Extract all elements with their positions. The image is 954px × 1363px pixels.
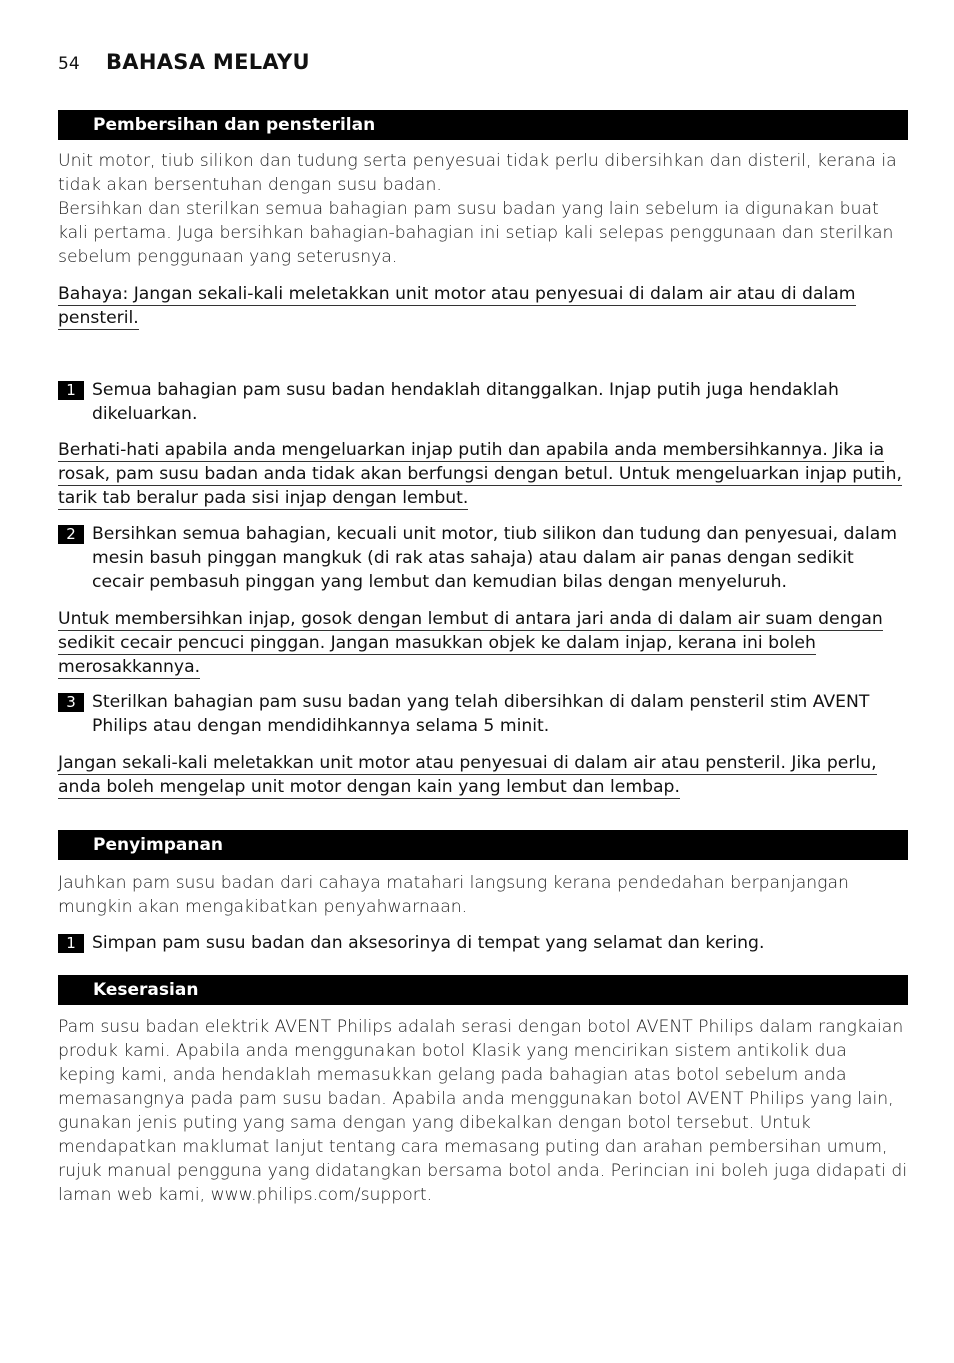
danger-warning <box>58 282 908 330</box>
section-heading-text: Penyimpanan <box>93 835 224 855</box>
section-heading-storage <box>58 830 908 860</box>
page-header <box>58 50 908 80</box>
step-text: Semua bahagian pam susu badan hendaklah ditanggalkan. Injap putih juga hendaklah dikeluarkan. <box>92 380 839 424</box>
step-number: 3 <box>58 693 84 712</box>
caution-line: Untuk membersihkan injap, gosok dengan lembut di antara jari anda di dalam air suam dengan <box>58 609 883 629</box>
caution-line: anda boleh mengelap unit motor dengan kain yang lembut dan lembap. <box>58 777 680 797</box>
section-heading-text: Pembersihan dan pensterilan <box>93 115 376 135</box>
caution-line: rosak, pam susu badan anda tidak akan berfungsi dengan betul. Untuk mengeluarkan injap putih, <box>58 464 902 484</box>
danger-line: Bahaya: Jangan sekali-kali meletakkan unit motor atau penyesuai di dalam air atau di dalam <box>58 284 856 304</box>
caution-line: tarik tab beralur pada sisi injap dengan lembut. <box>58 488 469 508</box>
step-number: 2 <box>58 525 84 544</box>
page-title: BAHASA MELAYU <box>106 50 310 74</box>
storage-paragraph: Jauhkan pam susu badan dari cahaya matahari langsung kerana pendedahan berpanjangan mungkin akan mengakibatkan penyahwarnaan. <box>58 873 849 917</box>
caution-line: Jangan sekali-kali meletakkan unit motor atau penyesuai di dalam air atau pensteril. Jika perlu, <box>58 753 877 773</box>
danger-line: pensteril. <box>58 308 139 328</box>
caution-valve-removal <box>58 438 908 510</box>
step-number: 1 <box>58 381 84 400</box>
caution-line: sedikit cecair pencuci pinggan. Jangan masukkan objek ke dalam injap, kerana ini boleh <box>58 633 816 653</box>
step-3 <box>58 690 908 738</box>
intro-paragraph-1: Unit motor, tiub silikon dan tudung serta penyesuai tidak perlu dibersihkan dan disteril, kerana ia tidak akan bersentuhan dengan susu badan. <box>58 151 897 195</box>
step-text: Sterilkan bahagian pam susu badan yang telah dibersihkan di dalam pensteril stim AVENT Philips atau dengan mendidihkannya selama 5 minit. <box>92 692 870 736</box>
storage-step-1 <box>58 931 908 955</box>
step-1 <box>58 378 908 426</box>
step-text: Bersihkan semua bahagian, kecuali unit motor, tiub silikon dan tudung dan penyesuai, dalam mesin basuh pinggan mangkuk (di rak atas sahaja) atau dalam air panas dengan sedikit cecair pembasuh pinggan yang lembut dan kemudian bilas dengan menyeluruh. <box>92 524 898 592</box>
caution-valve-cleaning <box>58 607 908 679</box>
page-number: 54 <box>58 54 80 74</box>
compatibility-paragraph: Pam susu badan elektrik AVENT Philips adalah serasi dengan botol AVENT Philips dalam rangkaian produk kami. Apabila anda menggunakan botol Klasik yang mencirikan sistem antikolik dua keping kami, anda hendaklah memasukkan gelang pada bahagian atas botol sebelum anda memasangnya pada pam susu badan. Apabila anda menggunakan botol AVENT Philips yang lain, gunakan jenis puting yang sama dengan yang dibekalkan dengan botol tersebut. Untuk mendapatkan maklumat lanjut tentang cara memasang puting dan arahan pembersihan umum, rujuk manual pengguna yang didatangkan bersama botol anda. Perincian ini boleh juga didapati di laman web kami, www.philips.com/support. <box>58 1017 908 1205</box>
caution-motor-unit <box>58 751 908 799</box>
step-number: 1 <box>58 934 84 953</box>
section-heading-text: Keserasian <box>93 980 199 1000</box>
section-heading-compatibility <box>58 975 908 1005</box>
step-text: Simpan pam susu badan dan aksesorinya di tempat yang selamat dan kering. <box>92 933 765 953</box>
step-2 <box>58 522 908 594</box>
caution-line: merosakkannya. <box>58 657 201 677</box>
caution-line: Berhati-hati apabila anda mengeluarkan injap putih dan apabila anda membersihkannya. Jika ia <box>58 440 885 460</box>
section-heading-cleaning <box>58 110 908 140</box>
intro-paragraph-2: Bersihkan dan sterilkan semua bahagian pam susu badan yang lain sebelum ia digunakan buat kali pertama. Juga bersihkan bahagian-bahagian ini setiap kali selepas penggunaan dan sterilkan sebelum penggunaan yang seterusnya. <box>58 199 894 267</box>
